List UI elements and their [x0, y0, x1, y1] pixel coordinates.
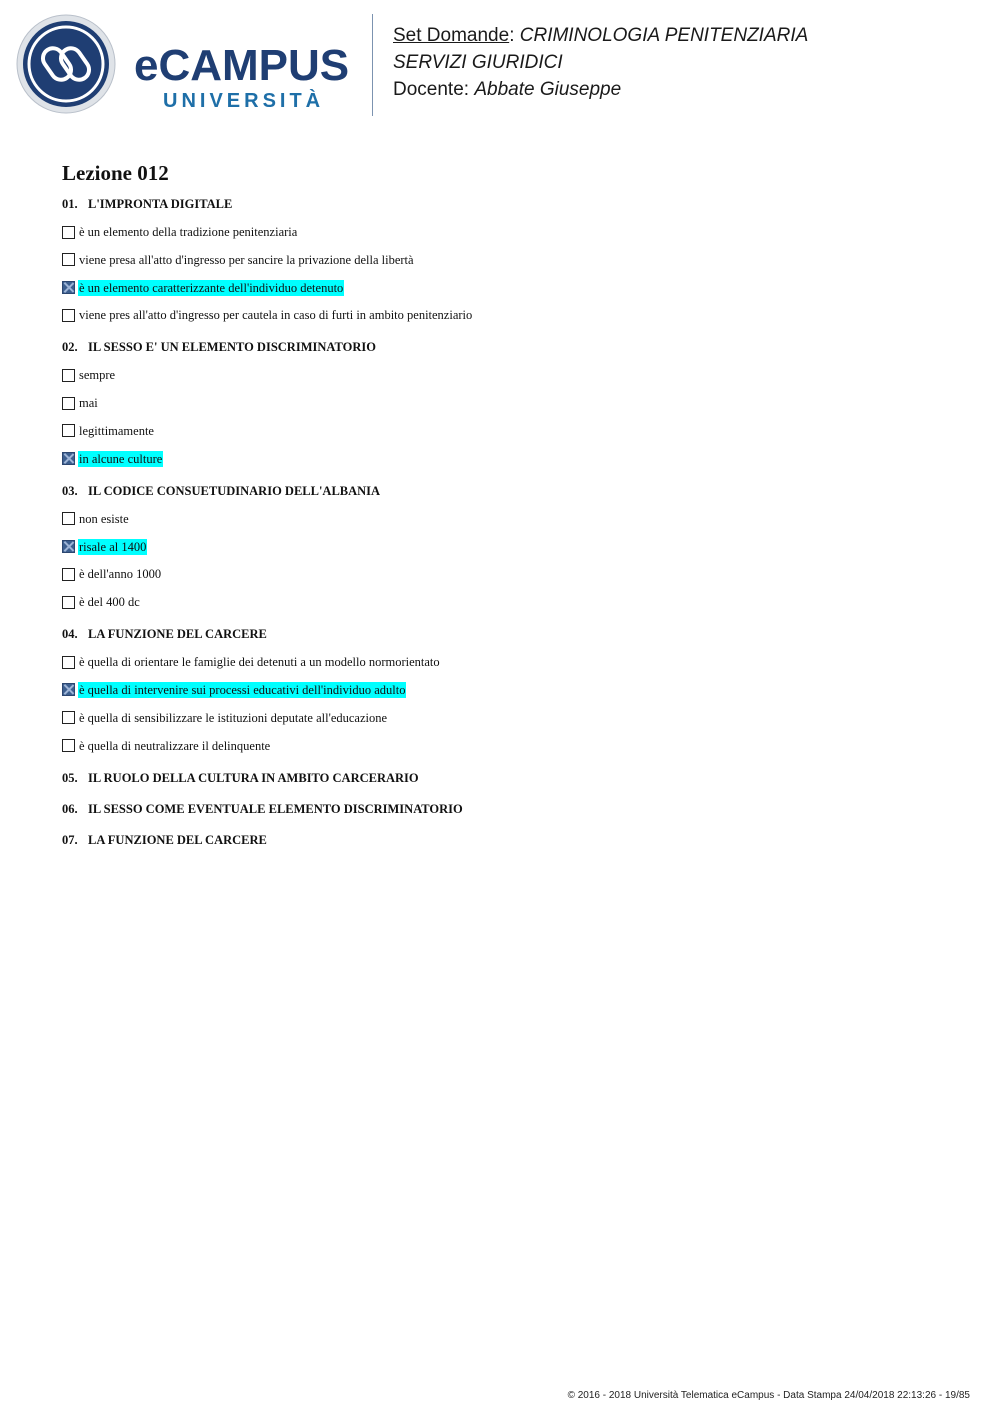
checkbox-checked-icon[interactable] [62, 452, 75, 465]
answer-option[interactable] [62, 708, 962, 728]
checkbox-checked-icon[interactable] [62, 281, 75, 294]
checkbox-icon[interactable] [62, 711, 75, 724]
question-block [62, 770, 962, 787]
question-number: 04. [62, 627, 78, 642]
question-text: L'IMPRONTA DIGITALE [88, 197, 233, 211]
checkbox-icon[interactable] [62, 424, 75, 437]
answer-text: mai [79, 396, 98, 411]
answer-text: non esiste [79, 511, 129, 526]
checkbox-icon[interactable] [62, 397, 75, 410]
teacher-name: Abbate Giuseppe [474, 79, 622, 100]
question-block [62, 801, 962, 818]
question-text: IL CODICE CONSUETUDINARIO DELL'ALBANIA [88, 483, 381, 498]
teacher-line [393, 76, 983, 103]
faculty-name: SERVIZI GIURIDICI [393, 52, 563, 73]
question-title [62, 832, 962, 849]
lesson-title: Lezione 012 [62, 161, 169, 185]
answer-option[interactable] [62, 365, 962, 385]
answer-option[interactable] [62, 736, 962, 756]
question-text: IL SESSO COME EVENTUALE ELEMENTO DISCRIMINATORIO [88, 801, 463, 816]
answer-text: viene pres all'atto d'ingresso per cautela in caso di furti in ambito penitenziario [79, 308, 473, 323]
header-divider [372, 14, 373, 116]
answer-option[interactable] [62, 278, 962, 298]
question-text: IL RUOLO DELLA CULTURA IN AMBITO CARCERARIO [88, 770, 419, 785]
answer-option[interactable] [62, 537, 962, 557]
answer-option[interactable] [62, 680, 962, 700]
checkbox-icon[interactable] [62, 309, 75, 322]
question-title [62, 626, 962, 643]
answer-option[interactable] [62, 652, 962, 672]
question-text: IL SESSO E' UN ELEMENTO DISCRIMINATORIO [88, 340, 376, 355]
question-block [62, 196, 962, 325]
answer-text: è quella di sensibilizzare le istituzioni deputate all'educazione [79, 710, 388, 725]
question-block [62, 339, 962, 468]
question-number: 02. [62, 340, 78, 355]
page-footer: © 2016 - 2018 Università Telematica eCampus - Data Stampa 24/04/2018 22:13:26 - 19/85 [567, 1390, 970, 1401]
answer-text: è quella di neutralizzare il delinquente [79, 738, 271, 753]
question-number: 05. [62, 770, 78, 785]
answer-text: risale al 1400 [79, 539, 147, 554]
answer-text: in alcune culture [79, 451, 163, 466]
question-title [62, 483, 962, 500]
set-label: Set Domande [393, 25, 510, 46]
answer-text: è quella di orientare le famiglie dei detenuti a un modello normorientato [79, 655, 440, 670]
checkbox-checked-icon[interactable] [62, 683, 75, 696]
answer-text: è un elemento caratterizzante dell'individuo detenuto [79, 280, 344, 295]
answer-text: viene presa all'atto d'ingresso per sancire la privazione della libertà [79, 252, 414, 267]
answer-option[interactable] [62, 305, 962, 325]
answer-option[interactable] [62, 250, 962, 270]
checkbox-icon[interactable] [62, 512, 75, 525]
question-title [62, 770, 962, 787]
question-title [62, 196, 962, 213]
question-number: 06. [62, 801, 78, 816]
answer-option[interactable] [62, 449, 962, 469]
answer-text: è quella di intervenire sui processi educativi dell'individuo adulto [79, 682, 406, 697]
answer-option[interactable] [62, 509, 962, 529]
course-name: CRIMINOLOGIA PENITENZIARIA [519, 25, 809, 46]
answer-option[interactable] [62, 592, 962, 612]
answer-text: è del 400 dc [79, 595, 140, 610]
checkbox-icon[interactable] [62, 226, 75, 239]
answer-option[interactable] [62, 393, 962, 413]
answer-text: è dell'anno 1000 [79, 567, 162, 582]
checkbox-icon[interactable] [62, 253, 75, 266]
checkbox-icon[interactable] [62, 369, 75, 382]
question-text: LA FUNZIONE DEL CARCERE [88, 627, 267, 642]
svg-text:UNIVERSITÀ: UNIVERSITÀ [163, 90, 325, 112]
question-list [62, 196, 962, 863]
checkbox-checked-icon[interactable] [62, 540, 75, 553]
question-number: 03. [62, 483, 78, 498]
svg-text:eCAMPUS: eCAMPUS [134, 41, 350, 90]
answer-text: legittimamente [79, 423, 154, 438]
page-header [0, 0, 1000, 130]
question-title [62, 339, 962, 356]
question-block [62, 483, 962, 612]
faculty-line [393, 49, 983, 76]
teacher-label: Docente: [393, 79, 470, 100]
checkbox-icon[interactable] [62, 656, 75, 669]
answer-option[interactable] [62, 222, 962, 242]
answer-option[interactable] [62, 564, 962, 584]
answer-text: è un elemento della tradizione penitenziaria [79, 225, 298, 239]
answer-text: sempre [79, 368, 116, 383]
question-block [62, 832, 962, 849]
checkbox-icon[interactable] [62, 568, 75, 581]
answer-option[interactable] [62, 421, 962, 441]
question-block [62, 626, 962, 755]
question-number: 07. [62, 832, 78, 847]
checkbox-icon[interactable] [62, 739, 75, 752]
question-title [62, 801, 962, 818]
question-number: 01. [62, 197, 78, 211]
ecampus-logo [16, 14, 361, 118]
set-line: Set Domande: CRIMINOLOGIA PENITENZIARIA [393, 25, 809, 46]
checkbox-icon[interactable] [62, 596, 75, 609]
header-info [393, 22, 983, 103]
question-text: LA FUNZIONE DEL CARCERE [88, 832, 267, 847]
